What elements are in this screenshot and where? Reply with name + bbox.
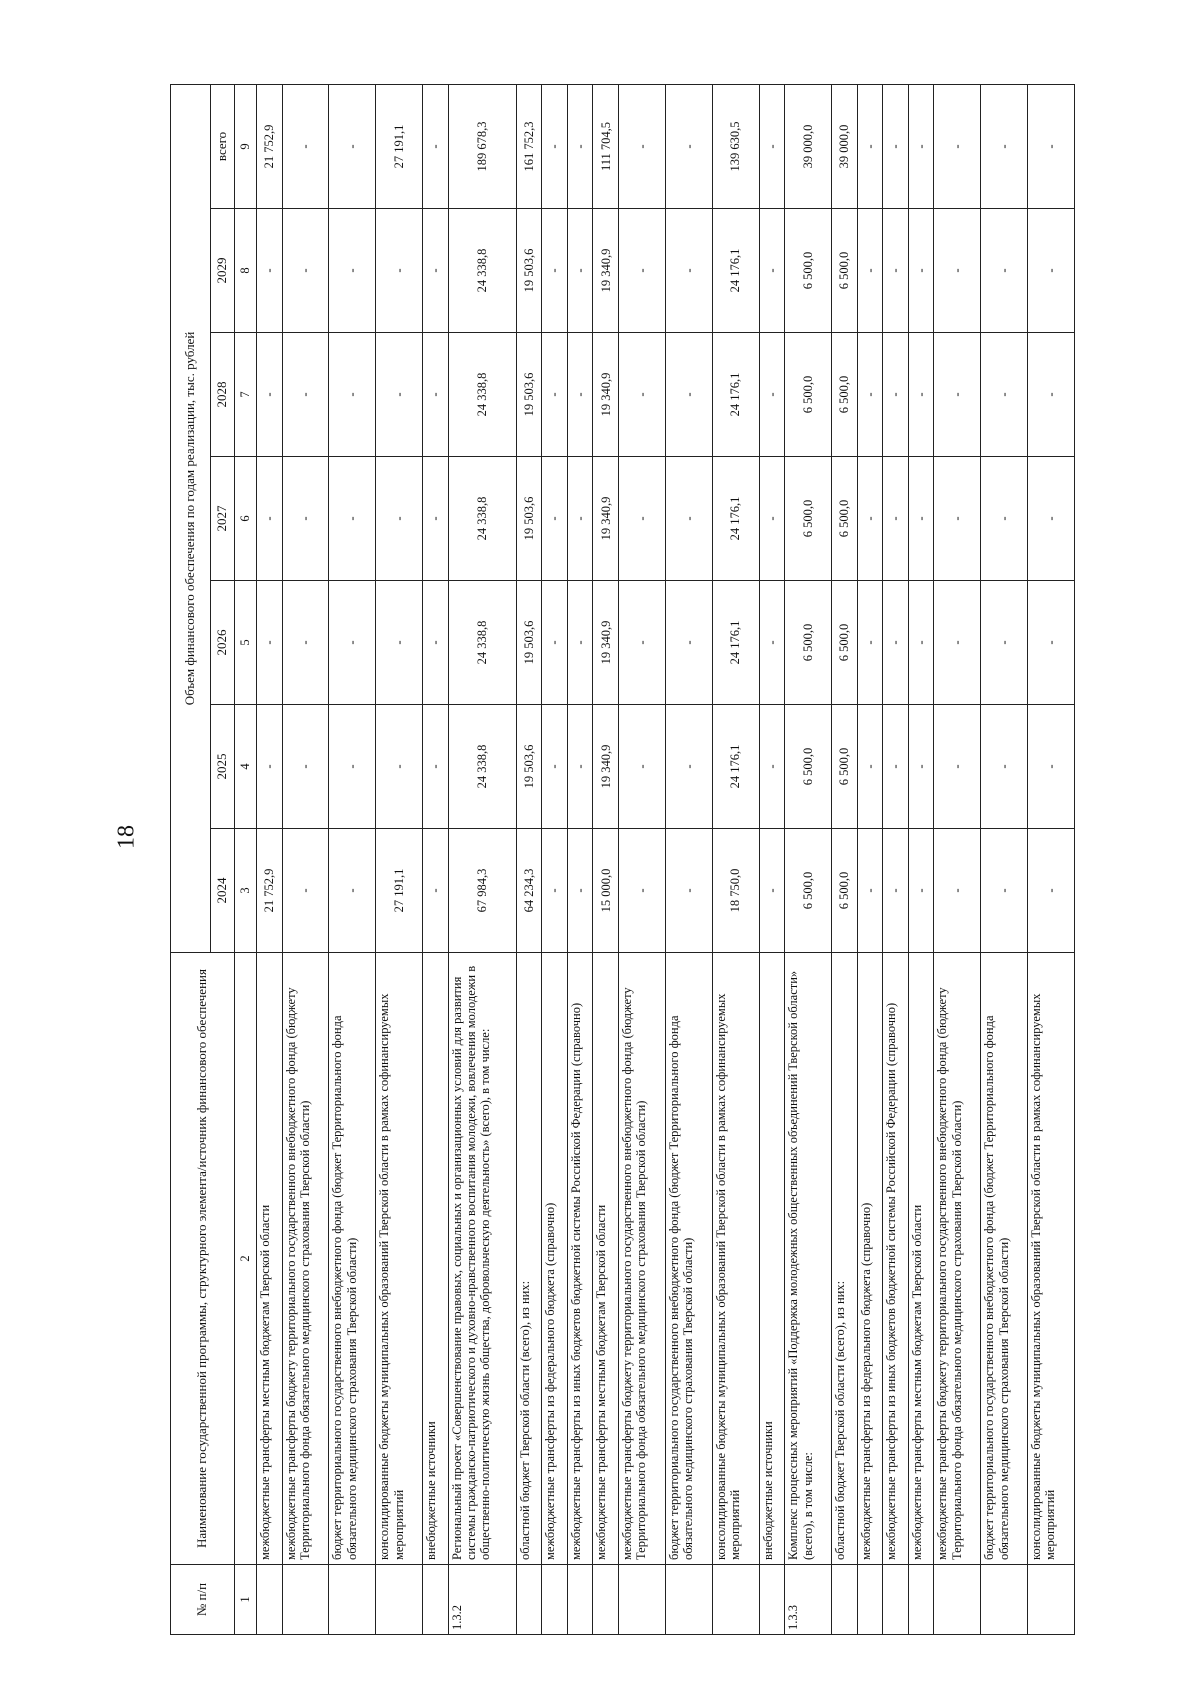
row-value: - bbox=[1028, 705, 1075, 829]
table-row bbox=[567, 84, 593, 1634]
row-code bbox=[934, 1565, 981, 1635]
row-value: - bbox=[759, 581, 785, 705]
column-number: 6 bbox=[235, 457, 257, 581]
row-value: - bbox=[857, 333, 883, 457]
row-value: 6 500,0 bbox=[785, 333, 832, 457]
row-value: - bbox=[257, 705, 283, 829]
table-row bbox=[785, 84, 832, 1634]
row-value: 6 500,0 bbox=[831, 333, 857, 457]
row-value: - bbox=[376, 457, 423, 581]
column-number: 4 bbox=[235, 705, 257, 829]
row-name: консолидированные бюджеты муниципальных образований Тверской области в рамках софинансируемых мероприятий bbox=[376, 953, 423, 1565]
row-value: - bbox=[329, 581, 376, 705]
row-value: - bbox=[1028, 84, 1075, 208]
row-value: - bbox=[619, 829, 666, 953]
row-value: - bbox=[857, 84, 883, 208]
row-value: 24 176,1 bbox=[712, 333, 759, 457]
row-value: - bbox=[759, 457, 785, 581]
row-value: - bbox=[567, 829, 593, 953]
table-row bbox=[282, 84, 329, 1634]
row-value: - bbox=[908, 581, 934, 705]
row-value: - bbox=[857, 209, 883, 333]
row-name: межбюджетные трансферты из федерального бюджета (справочно) bbox=[857, 953, 883, 1565]
row-name: областной бюджет Тверской области (всего), из них: bbox=[516, 953, 542, 1565]
row-value: - bbox=[857, 705, 883, 829]
table-row bbox=[542, 84, 568, 1634]
row-value: - bbox=[329, 209, 376, 333]
row-value: - bbox=[908, 705, 934, 829]
row-code: 1.3.2 bbox=[448, 1565, 516, 1635]
row-value: - bbox=[423, 457, 449, 581]
row-value: - bbox=[883, 457, 909, 581]
row-value: - bbox=[981, 457, 1028, 581]
table-row bbox=[448, 84, 516, 1634]
column-number: 5 bbox=[235, 581, 257, 705]
row-value: - bbox=[759, 333, 785, 457]
row-value: - bbox=[665, 581, 712, 705]
row-value: - bbox=[759, 84, 785, 208]
table-row bbox=[665, 84, 712, 1634]
row-code bbox=[282, 1565, 329, 1635]
row-value: - bbox=[282, 581, 329, 705]
table-row bbox=[908, 84, 934, 1634]
row-value: - bbox=[883, 705, 909, 829]
row-value: 24 176,1 bbox=[712, 581, 759, 705]
row-value: 6 500,0 bbox=[785, 581, 832, 705]
row-value: - bbox=[857, 457, 883, 581]
row-name: межбюджетные трансферты местным бюджетам Тверской области bbox=[257, 953, 283, 1565]
row-value: - bbox=[282, 333, 329, 457]
column-number: 9 bbox=[235, 84, 257, 208]
row-value: - bbox=[1028, 829, 1075, 953]
row-code bbox=[423, 1565, 449, 1635]
row-value: - bbox=[665, 209, 712, 333]
row-value: - bbox=[619, 581, 666, 705]
table-row bbox=[257, 84, 283, 1634]
row-code bbox=[593, 1565, 619, 1635]
row-value: - bbox=[759, 829, 785, 953]
row-code bbox=[712, 1565, 759, 1635]
row-name: внебюджетные источники bbox=[423, 953, 449, 1565]
row-value: 161 752,3 bbox=[516, 84, 542, 208]
row-value: 6 500,0 bbox=[785, 705, 832, 829]
row-value: 19 503,6 bbox=[516, 333, 542, 457]
row-value: - bbox=[908, 84, 934, 208]
row-value: 189 678,3 bbox=[448, 84, 516, 208]
row-value: - bbox=[981, 84, 1028, 208]
row-code bbox=[908, 1565, 934, 1635]
row-value: - bbox=[423, 333, 449, 457]
header-name: Наименование государственной программы, структурного элемента/источник финансового обеспечения bbox=[171, 953, 235, 1565]
table-row bbox=[1028, 84, 1075, 1634]
row-value: - bbox=[981, 705, 1028, 829]
row-value: - bbox=[567, 581, 593, 705]
row-code bbox=[542, 1565, 568, 1635]
row-value: - bbox=[329, 84, 376, 208]
row-name: областной бюджет Тверской области (всего), из них: bbox=[831, 953, 857, 1565]
row-name: межбюджетные трансферты из федерального бюджета (справочно) bbox=[542, 953, 568, 1565]
row-value: - bbox=[542, 457, 568, 581]
row-value: - bbox=[376, 705, 423, 829]
row-value: - bbox=[257, 581, 283, 705]
row-value: 19 503,6 bbox=[516, 581, 542, 705]
row-value: 139 630,5 bbox=[712, 84, 759, 208]
row-value: 19 340,9 bbox=[593, 581, 619, 705]
row-value: - bbox=[665, 84, 712, 208]
row-value: - bbox=[542, 705, 568, 829]
row-value: - bbox=[329, 829, 376, 953]
column-number: 8 bbox=[235, 209, 257, 333]
header-year: 2027 bbox=[211, 457, 235, 581]
row-value: 21 752,9 bbox=[257, 829, 283, 953]
row-name: межбюджетные трансферты из иных бюджетов бюджетной системы Российской Федерации (справочно) bbox=[567, 953, 593, 1565]
row-value: - bbox=[665, 333, 712, 457]
row-value: 24 338,8 bbox=[448, 209, 516, 333]
row-value: - bbox=[1028, 333, 1075, 457]
row-value: 6 500,0 bbox=[831, 581, 857, 705]
row-value: 24 176,1 bbox=[712, 209, 759, 333]
row-value: - bbox=[423, 581, 449, 705]
row-code bbox=[619, 1565, 666, 1635]
table-row bbox=[376, 84, 423, 1634]
row-value: - bbox=[981, 209, 1028, 333]
column-number: 1 bbox=[235, 1565, 257, 1635]
row-value: - bbox=[1028, 457, 1075, 581]
row-value: - bbox=[1028, 209, 1075, 333]
row-value: - bbox=[329, 333, 376, 457]
column-number: 2 bbox=[235, 953, 257, 1565]
row-name: межбюджетные трансферты местным бюджетам Тверской области bbox=[908, 953, 934, 1565]
page-number: 18 bbox=[113, 825, 140, 849]
row-value: - bbox=[857, 581, 883, 705]
row-value: - bbox=[423, 84, 449, 208]
row-value: 6 500,0 bbox=[831, 705, 857, 829]
financing-table bbox=[170, 84, 1075, 1635]
header-volume: Объем финансового обеспечения по годам реализации, тыс. рублей bbox=[171, 84, 211, 952]
table-row bbox=[759, 84, 785, 1634]
row-value: - bbox=[908, 333, 934, 457]
row-value: - bbox=[423, 705, 449, 829]
table-row bbox=[857, 84, 883, 1634]
row-value: - bbox=[329, 457, 376, 581]
row-value: - bbox=[282, 84, 329, 208]
row-value: - bbox=[883, 829, 909, 953]
row-code bbox=[759, 1565, 785, 1635]
row-value: 67 984,3 bbox=[448, 829, 516, 953]
row-value: 18 750,0 bbox=[712, 829, 759, 953]
row-value: - bbox=[619, 457, 666, 581]
row-name: консолидированные бюджеты муниципальных образований Тверской области в рамках софинансируемых мероприятий bbox=[712, 953, 759, 1565]
row-value: - bbox=[619, 333, 666, 457]
row-value: - bbox=[934, 829, 981, 953]
row-code bbox=[1028, 1565, 1075, 1635]
row-value: - bbox=[542, 333, 568, 457]
header-year: всего bbox=[211, 84, 235, 208]
row-name: межбюджетные трансферты из иных бюджетов бюджетной системы Российской Федерации (справочно) bbox=[883, 953, 909, 1565]
row-value: - bbox=[257, 333, 283, 457]
row-name: консолидированные бюджеты муниципальных образований Тверской области в рамках софинансируемых мероприятий bbox=[1028, 953, 1075, 1565]
row-value: - bbox=[934, 705, 981, 829]
row-value: 6 500,0 bbox=[831, 829, 857, 953]
row-code bbox=[883, 1565, 909, 1635]
table-row bbox=[516, 84, 542, 1634]
row-value: 27 191,1 bbox=[376, 84, 423, 208]
row-code bbox=[831, 1565, 857, 1635]
row-value: - bbox=[1028, 581, 1075, 705]
row-value: 64 234,3 bbox=[516, 829, 542, 953]
row-value: - bbox=[908, 829, 934, 953]
row-value: 111 704,5 bbox=[593, 84, 619, 208]
row-value: 6 500,0 bbox=[785, 209, 832, 333]
row-name: внебюджетные источники bbox=[759, 953, 785, 1565]
row-value: - bbox=[423, 829, 449, 953]
row-value: - bbox=[883, 581, 909, 705]
row-value: - bbox=[665, 829, 712, 953]
table-row bbox=[593, 84, 619, 1634]
row-value: 19 340,9 bbox=[593, 333, 619, 457]
row-code bbox=[665, 1565, 712, 1635]
row-name: Региональный проект «Совершенствование правовых, социальных и организационных условий для развития системы гражданско-патриотического и духовно-нравственного воспитания молодежи, вовлечения молодежи в общественно-политическую жизнь общества, добровольческую деятельность» (всего), в том числе: bbox=[448, 953, 516, 1565]
table-container bbox=[170, 85, 1075, 1635]
header-year: 2028 bbox=[211, 333, 235, 457]
row-code bbox=[376, 1565, 423, 1635]
row-value: 19 503,6 bbox=[516, 705, 542, 829]
row-value: 6 500,0 bbox=[831, 457, 857, 581]
row-value: - bbox=[282, 705, 329, 829]
row-value: - bbox=[282, 457, 329, 581]
row-value: - bbox=[567, 84, 593, 208]
row-value: 24 338,8 bbox=[448, 333, 516, 457]
row-value: 19 340,9 bbox=[593, 705, 619, 829]
row-code bbox=[981, 1565, 1028, 1635]
row-value: - bbox=[883, 333, 909, 457]
header-year: 2025 bbox=[211, 705, 235, 829]
row-value: - bbox=[759, 209, 785, 333]
row-name: Комплекс процессных мероприятий «Поддержка молодежных общественных объединений Тверской области» (всего), в том числе: bbox=[785, 953, 832, 1565]
row-value: - bbox=[908, 209, 934, 333]
row-value: 6 500,0 bbox=[831, 209, 857, 333]
header-year: 2024 bbox=[211, 829, 235, 953]
table-row bbox=[934, 84, 981, 1634]
row-value: - bbox=[619, 705, 666, 829]
row-value: - bbox=[981, 333, 1028, 457]
row-value: - bbox=[934, 333, 981, 457]
row-value: 19 503,6 bbox=[516, 209, 542, 333]
row-value: - bbox=[567, 457, 593, 581]
table-row bbox=[329, 84, 376, 1634]
row-name: межбюджетные трансферты бюджету территориального государственного внебюджетного фонда (бюджету Территориального фонда обязательного медицинского страхования Тверской области) bbox=[934, 953, 981, 1565]
row-value: - bbox=[934, 581, 981, 705]
row-value: 21 752,9 bbox=[257, 84, 283, 208]
row-value: 24 176,1 bbox=[712, 705, 759, 829]
row-value: - bbox=[282, 829, 329, 953]
row-value: 24 338,8 bbox=[448, 457, 516, 581]
row-value: - bbox=[619, 209, 666, 333]
row-code: 1.3.3 bbox=[785, 1565, 832, 1635]
row-value: 6 500,0 bbox=[785, 829, 832, 953]
row-value: - bbox=[542, 581, 568, 705]
row-value: 24 176,1 bbox=[712, 457, 759, 581]
table-row bbox=[981, 84, 1028, 1634]
row-value: 19 340,9 bbox=[593, 457, 619, 581]
row-value: - bbox=[282, 209, 329, 333]
row-code bbox=[516, 1565, 542, 1635]
row-value: 39 000,0 bbox=[785, 84, 832, 208]
row-value: 24 338,8 bbox=[448, 705, 516, 829]
row-value: - bbox=[257, 457, 283, 581]
row-value: - bbox=[665, 705, 712, 829]
row-value: 24 338,8 bbox=[448, 581, 516, 705]
row-value: - bbox=[934, 84, 981, 208]
table-row bbox=[423, 84, 449, 1634]
row-value: - bbox=[542, 84, 568, 208]
row-value: - bbox=[908, 457, 934, 581]
row-name: бюджет территориального государственного внебюджетного фонда (бюджет Территориального фонда обязательного медицинского страхования Тверской области) bbox=[981, 953, 1028, 1565]
header-year: 2029 bbox=[211, 209, 235, 333]
header-year: 2026 bbox=[211, 581, 235, 705]
row-value: - bbox=[759, 705, 785, 829]
row-name: межбюджетные трансферты бюджету территориального государственного внебюджетного фонда (бюджету Территориального фонда обязательного медицинского страхования Тверской области) bbox=[282, 953, 329, 1565]
row-value: - bbox=[257, 209, 283, 333]
row-value: - bbox=[883, 84, 909, 208]
row-value: - bbox=[934, 457, 981, 581]
row-value: 19 503,6 bbox=[516, 457, 542, 581]
row-value: 19 340,9 bbox=[593, 209, 619, 333]
row-value: - bbox=[619, 84, 666, 208]
row-value: - bbox=[567, 209, 593, 333]
table-row bbox=[619, 84, 666, 1634]
table-row bbox=[712, 84, 759, 1634]
rotated-table-frame bbox=[170, 85, 1075, 1635]
row-value: - bbox=[934, 209, 981, 333]
row-code bbox=[257, 1565, 283, 1635]
row-code bbox=[857, 1565, 883, 1635]
row-value: - bbox=[567, 333, 593, 457]
row-name: межбюджетные трансферты бюджету территориального государственного внебюджетного фонда (бюджету Территориального фонда обязательного медицинского страхования Тверской области) bbox=[619, 953, 666, 1565]
row-value: - bbox=[857, 829, 883, 953]
row-value: - bbox=[665, 457, 712, 581]
row-value: 6 500,0 bbox=[785, 457, 832, 581]
header-num: № п/п bbox=[171, 1565, 235, 1635]
row-value: - bbox=[423, 209, 449, 333]
row-value: - bbox=[567, 705, 593, 829]
row-name: бюджет территориального государственного внебюджетного фонда (бюджет Территориального фонда обязательного медицинского страхования Тверской области) bbox=[329, 953, 376, 1565]
table-row bbox=[883, 84, 909, 1634]
row-value: - bbox=[329, 705, 376, 829]
row-value: - bbox=[376, 333, 423, 457]
row-value: 15 000,0 bbox=[593, 829, 619, 953]
row-code bbox=[329, 1565, 376, 1635]
table-row bbox=[831, 84, 857, 1634]
column-number: 3 bbox=[235, 829, 257, 953]
row-value: - bbox=[981, 581, 1028, 705]
row-value: 27 191,1 bbox=[376, 829, 423, 953]
row-value: - bbox=[883, 209, 909, 333]
row-name: межбюджетные трансферты местным бюджетам Тверской области bbox=[593, 953, 619, 1565]
row-value: - bbox=[376, 209, 423, 333]
row-name: бюджет территориального государственного внебюджетного фонда (бюджет Территориального фонда обязательного медицинского страхования Тверской области) bbox=[665, 953, 712, 1565]
row-value: - bbox=[542, 829, 568, 953]
row-value: 39 000,0 bbox=[831, 84, 857, 208]
row-code bbox=[567, 1565, 593, 1635]
row-value: - bbox=[376, 581, 423, 705]
row-value: - bbox=[542, 209, 568, 333]
row-value: - bbox=[981, 829, 1028, 953]
column-number: 7 bbox=[235, 333, 257, 457]
